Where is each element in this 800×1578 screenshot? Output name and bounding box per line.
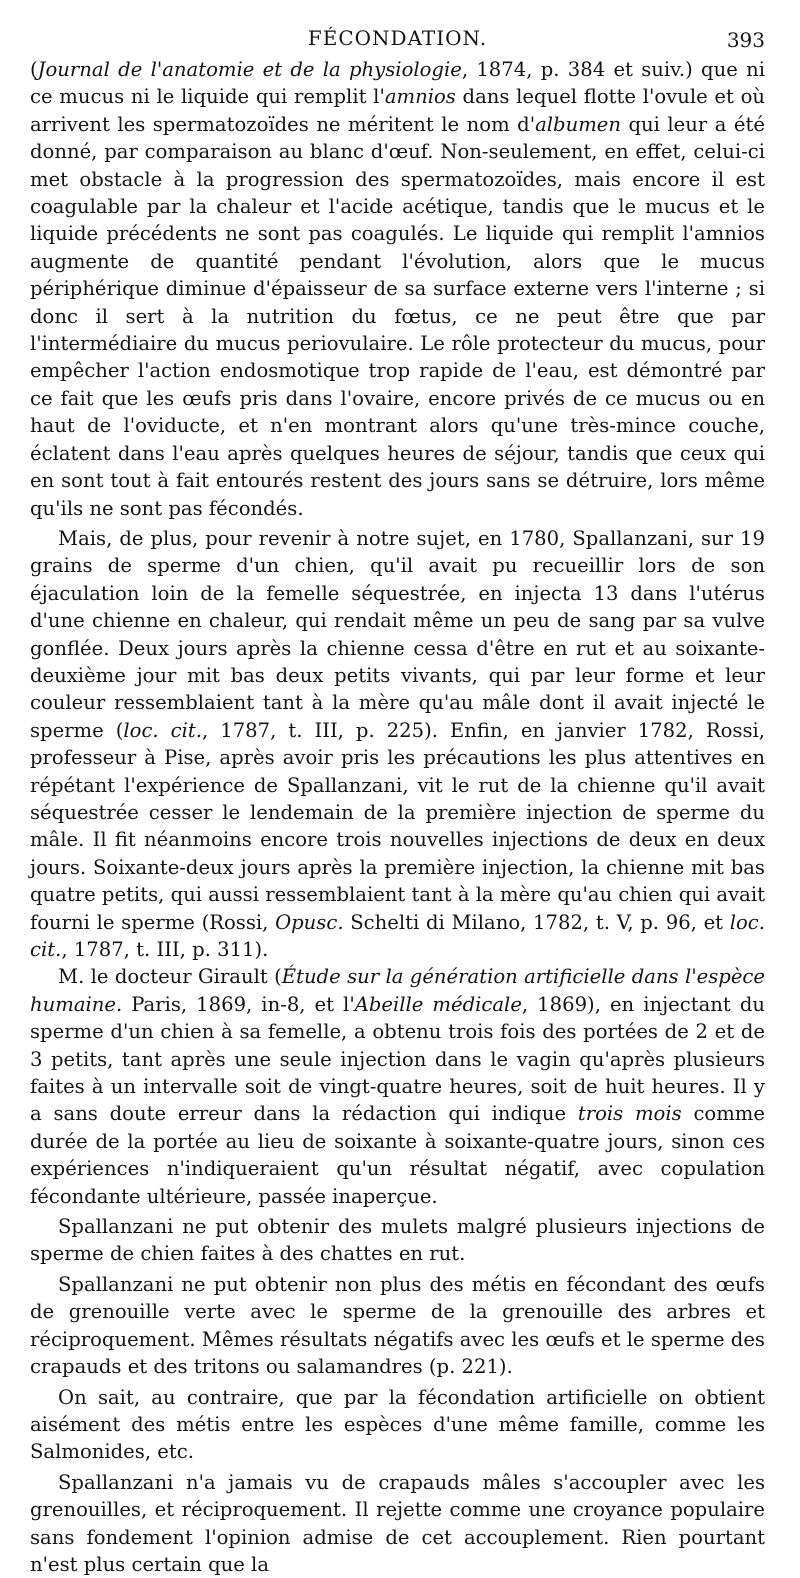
text-run: On sait, au contraire, que par la fécondation artificielle on obtient aisément des métis entre les espèces d'une même famille, comme les Salmonides, etc. [30, 1385, 765, 1464]
text-run: Spallanzani n'a jamais vu de crapauds mâles s'accoupler avec les grenouilles, et réciproquement. Il rejette comme une croyance populaire sans fondement l'opinion admise de cet accouplement. Rien pourtant n'est plus certain que la [30, 1470, 765, 1576]
paragraph [30, 1213, 765, 1268]
paragraph [30, 56, 765, 522]
page-header [30, 22, 765, 56]
italic-run: amnios [384, 85, 456, 109]
italic-run: Opusc. [275, 910, 344, 934]
text-run: Mais, de plus, pour revenir à notre sujet, en 1780, Spallanzani, sur 19 grains de sperme d'un chien, qu'il avait pu recueillir lors de son éjaculation loin de la femelle séquestrée, en injecta 13 dans l'utérus d'une chienne en chaleur, qui rendait même un peu de sang par sa vulve gonflée. Deux jours après la chienne cessa d'être en rut et au soixante-deuxième jour mit bas deux petits vivants, qui par leur forme et leur couleur ressemblaient tant à la mère qu'au mâle dont il avait injecté le sperme ( [30, 526, 765, 742]
italic-run: loc. cit. [123, 718, 203, 742]
text-run: Spallanzani ne put obtenir des mulets malgré plusieurs injections de sperme de chien faites à des chattes en rut. [30, 1215, 765, 1266]
running-title: FÉCONDATION. [307, 26, 488, 50]
paragraph [30, 1469, 765, 1578]
text-run: M. le docteur Girault ( [58, 965, 282, 989]
paragraph [30, 963, 765, 1210]
text-run: Spallanzani ne put obtenir non plus des métis en fécondant des œufs de grenouille verte avec le sperme de la grenouille des arbres et réciproquement. Mêmes résultats négatifs avec les œufs et le sperme des crapauds et des tritons ou salamandres (p. 221). [30, 1272, 765, 1379]
page-body [30, 56, 765, 1578]
text-run: comme durée de la portée au lieu de soixante à soixante-quatre jours, sinon ces expériences n'indiqueraient qu'un résultat négatif, avec copulation fécondante ultérieure, passée inaperçue. [30, 1102, 765, 1208]
paragraph [30, 1384, 765, 1466]
text-run: , 1874, p. 384 et suiv.) que ni ce mucus ni le liquide qui remplit l' [30, 58, 765, 109]
italic-run: Étude sur la génération artificielle dans l'espèce humaine. [30, 965, 765, 1016]
paragraph [30, 1271, 765, 1381]
text-run: Schelti di Milano, 1782, t. V, p. 96, et [343, 910, 730, 934]
text-run: , 1787, t. III, p. 311). [61, 938, 269, 961]
paragraph [30, 525, 765, 964]
italic-run: albumen [535, 112, 621, 136]
page-number: 393 [726, 28, 765, 52]
italic-run: trois mois [577, 1102, 682, 1126]
text-run: ( [30, 58, 38, 81]
text-run: , 1787, t. III, p. 225). Enfin, en janvier 1782, Rossi, professeur à Pise, après avoir pris les précautions les plus attentives en répétant l'expérience de Spallanzani, vit le rut de la chienne qu'il avait séquestrée cesser le lendemain de la première injection de sperme du mâle. Il fit néanmoins encore trois nouvelles injections de deux en deux jours. Soixante-deux jours après la première injection, la chienne mit bas quatre petits, qui aussi ressemblaient tant à la mère qu'au chien qui avait fourni le sperme (Rossi, [30, 718, 765, 934]
text-run: Paris, 1869, in-8, et l' [122, 992, 355, 1016]
text-run: dans lequel flotte l'ovule et où arrivent les spermatozoïdes ne méritent le nom d' [30, 85, 766, 136]
text-run: qui leur a été donné, par comparaison au blanc d'œuf. Non-seulement, en effet, celui-ci met obstacle à la progression des spermatozoïdes, mais encore il est coagulable par la chaleur et l'acide acétique, tandis que le mucus et le liquide précédents ne sont pas coagulés. Le liquide qui remplit l'amnios augmente de quantité pendant l'évolution, alors que le mucus périphérique diminue d'épaisseur de sa surface externe vers l'interne ; si donc il sert à la nutrition du fœtus, ce ne peut être que par l'intermédiaire du mucus periovulaire. Le rôle protecteur du mucus, pour empêcher l'action endosmotique trop rapide de l'eau, est démontré par ce fait que les œufs pris dans l'ovaire, encore privés de ce mucus ou en haut de l'oviducte, et n'en montrant alors qu'une très-mince couche, éclatent dans l'eau après quelques heures de séjour, tandis que ceux qui en sont tout à fait entourés restent des jours sans se détruire, lors même qu'ils ne sont pas fécondés. [30, 112, 765, 520]
italic-run: loc. cit. [30, 910, 765, 961]
italic-run: Abeille médicale [354, 992, 522, 1016]
text-run: , 1869), en injectant du sperme d'un chien à sa femelle, a obtenu trois fois des portées de 2 et de 3 petits, tant après une seule injection dans le vagin qu'après plusieurs faites à un intervalle soit de vingt-quatre heures, soit de huit heures. Il y a sans doute erreur dans la rédaction qui indique [30, 992, 765, 1126]
italic-run: Journal de l'anatomie et de la physiologie [37, 58, 462, 81]
